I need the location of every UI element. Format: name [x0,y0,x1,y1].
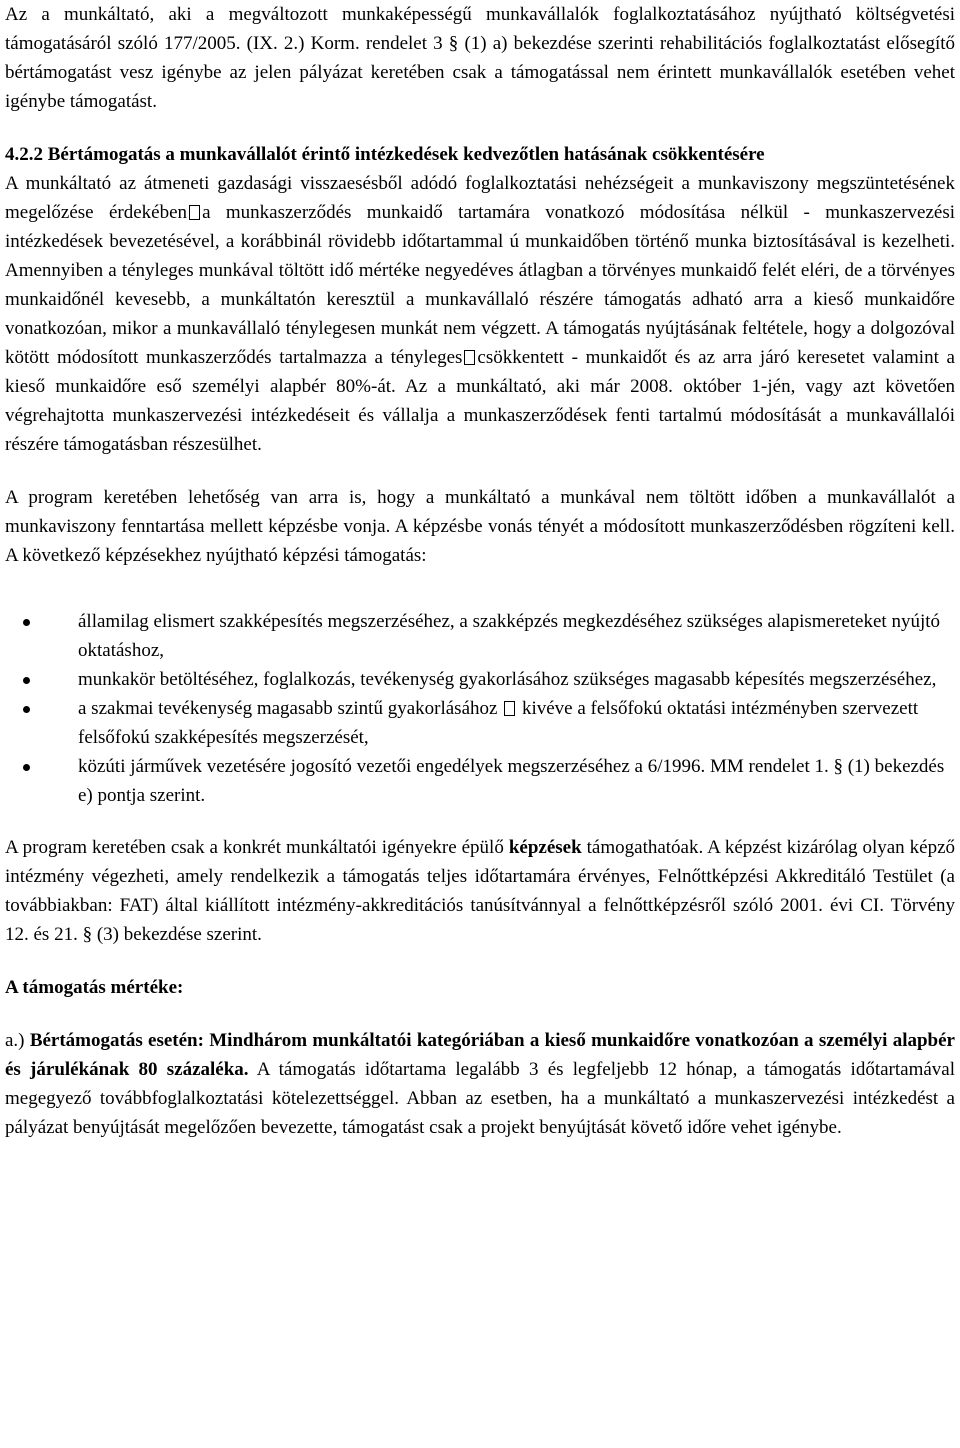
missing-glyph-icon [504,701,515,716]
list-item-text: a szakmai tevékenység magasabb szintű gyakorlásához [78,698,498,719]
list-item-text: közúti járművek vezetésére jogosító vezetői engedélyek megszerzéséhez a 6/1996. MM rendelet 1. § (1) bekezdés e) pontja szerint. [78,756,945,806]
list-item [5,607,955,665]
measure-heading [5,973,955,1002]
list-item-text: államilag elismert szakképesítés megszerzéséhez, a szakképzés megkezdéséhez szükséges alapismereteket nyújtó oktatáshoz, [78,611,941,661]
paragraph-text-part-3: csökkentett - munkaidőt és az arra járó keresetet valamint a kieső munkaidőre eső személyi alapbér 80%-át. Az a munkáltató, aki már 2008. október 1-jén, vagy azt követően végrehajtotta munkaszervezési intézkedéseit és vállalja a munkaszerződések fenti tartalmú módosítását a munkavállalói részére támogatásban részesülhet. [5,347,955,455]
program-text-part-2: támogathatóak. A képzést kizárólag olyan képző intézmény végezheti, amely rendelkezik a támogatás teljes időtartamára érvényes, Felnőttképzési Akkreditáló Testület (a továbbiakban: FAT) által kiállított intézmény-akkreditációs tanúsítvánnyal a felnőttképzésről szóló 2001. évi CI. Törvény 12. és 21. § (3) bekezdése szerint. [5,837,955,945]
intro-paragraph: Az a munkáltató, aki a megváltozott munkaképességű munkavállalók foglalkoztatásához nyújtható költségvetési támogatásáról szóló 177/2005. (IX. 2.) Korm. rendelet 3 § (1) a) bekezdése szerinti rehabilitációs foglalkoztatást elősegítő bértámogatást vesz igénybe az jelen pályázat keretében csak a támogatással nem érintett munkavállalók esetében vehet igénybe támogatást. [5,4,955,112]
section-heading-text: 4.2.2 Bértámogatás a munkavállalót érintő intézkedések kedvezőtlen hatásának csökkentésére [5,144,765,165]
document-page [5,0,955,1142]
measure-paragraph [5,1026,955,1142]
measure-prefix: a.) [5,1030,25,1051]
list-item-text-tail: kivéve a felsőfokú oktatási intézményben szervezett felsőfokú szakképesítés megszerzését, [78,698,919,748]
list-item-text: munkakör betöltéséhez, foglalkozás, tevékenység gyakorlásához szükséges magasabb képesítés megszerzéséhez, [78,669,937,690]
list-item [5,665,955,694]
bullet-icon [23,706,30,713]
bullet-icon [23,764,30,771]
missing-glyph-icon [189,205,200,220]
section-4-2-2-paragraph [5,169,955,459]
bullet-icon [23,677,30,684]
measure-bold-text: Bértámogatás esetén: Mindhárom munkáltatói kategóriában a kieső munkaidőre vonatkozóan a személyi alapbér és járulékának 80 százaléka. [5,1030,955,1080]
training-paragraph: A program keretében lehetőség van arra is, hogy a munkáltató a munkával nem töltött időben a munkavállalót a munkaviszony fenntartása mellett képzésbe vonja. A képzésbe vonás tényét a módosított munkaszerződésben rögzíteni kell. A következő képzésekhez nyújtható képzési támogatás: [5,487,955,566]
list-item [5,694,955,752]
list-item [5,752,955,810]
missing-glyph-icon [464,350,475,365]
program-text-part-1: A program keretében csak a konkrét munkáltatói igényekre épülő [5,837,504,858]
section-4-2-2-heading [5,140,955,169]
program-bold-term: képzések [508,837,582,858]
training-bullet-list [5,607,955,810]
measure-rest-text: A támogatás időtartama legalább 3 és legfeljebb 12 hónap, a támogatás időtartamával megegyező továbbfoglalkoztatási kötelezettséggel. Abban az esetben, ha a munkáltató a munkaszervezési intézkedést a pályázat benyújtását megelőzően bevezette, támogatást csak a projekt benyújtását követő időre vehet igénybe. [5,1059,955,1138]
measure-heading-text: A támogatás mértéke: [5,977,184,998]
paragraph-text-part-1: A munkáltató az átmeneti gazdasági visszaesésből adódó foglalkoztatási nehézségeit a munkaviszony megszüntetésének megelőzése érdekében [5,173,955,223]
bullet-icon [23,619,30,626]
program-paragraph [5,833,955,949]
paragraph-text-part-2: a munkaszerződés munkaidő tartamára vonatkozó módosítása nélkül - munkaszervezési intézkedések bevezetésével, a korábbinál rövidebb időtartammal ú munkaidőben történő munka biztosításával is kezelheti. Amennyiben a tényleges munkával töltött idő mértéke negyedéves átlagban a törvényes munkaidő felét eléri, de a törvényes munkaidőnél kevesebb, a munkáltatón keresztül a munkavállaló részére támogatás adható arra a kieső munkaidőre vonatkozóan, mikor a munkavállaló ténylegesen munkát nem végzett. A támogatás nyújtásának feltétele, hogy a dolgozóval kötött módosított munkaszerződés tartalmazza a tényleges [5,202,955,368]
